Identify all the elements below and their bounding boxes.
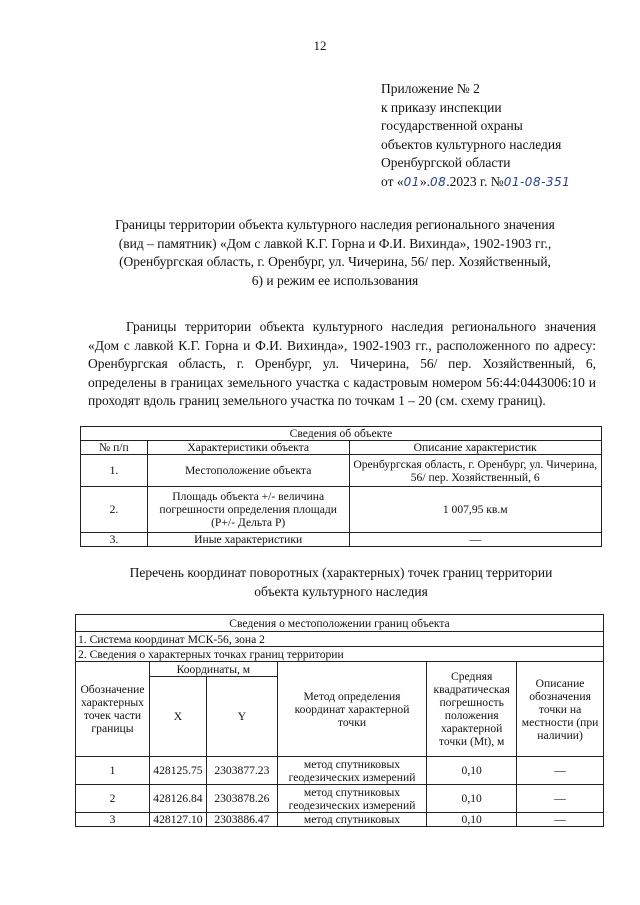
point-number: 3 bbox=[76, 813, 150, 827]
point-method: метод спутниковых геодезических измерений bbox=[277, 757, 426, 785]
row-number: 1. bbox=[81, 455, 148, 487]
appendix-date-line bbox=[381, 173, 626, 192]
body-paragraph bbox=[88, 318, 596, 411]
page-number: 12 bbox=[313, 38, 327, 53]
date-mid: ». bbox=[419, 173, 431, 189]
row-characteristic: Местоположение объекта bbox=[147, 455, 349, 487]
point-description: — bbox=[517, 757, 604, 785]
coordinates-section-title bbox=[80, 564, 602, 601]
title-line: (вид – памятник) «Дом с лавкой К.Г. Горна и Ф.И. Вихинда», 1902-1903 гг., bbox=[118, 235, 552, 251]
point-number: 2 bbox=[76, 785, 150, 813]
paragraph-text: Границы территории объекта культурного наследия регионального значения «Дом с лавкой К.Г. Горна и Ф.И. Вихинда», 1902-1903 гг., расположенного по адресу: Оренбургская область, г. Оренбург, ул. Чичерина, 56/ пер. Хозяйственный, 6, определены в границах земельного участка с кадастровым номером 56:44:0443006:10 и проходят вдоль границ земельного участка по точкам 1 – 20 (см. схему границ). bbox=[88, 319, 596, 409]
section-title-line: объекта культурного наследия bbox=[254, 583, 428, 599]
table-row bbox=[81, 533, 602, 547]
coordinates-table bbox=[75, 614, 604, 827]
header-y: Y bbox=[206, 677, 277, 757]
row-description: Оренбургская область, г. Оренбург, ул. Чичерина, 56/ пер. Хозяйственный, 6 bbox=[349, 455, 602, 487]
header-method: Метод определения координат характерной точки bbox=[277, 662, 426, 757]
table-row bbox=[81, 487, 602, 533]
point-x: 428126.84 bbox=[149, 785, 206, 813]
point-method: метод спутниковых геодезических измерений bbox=[277, 785, 426, 813]
date-suffix: .2023 г. № bbox=[446, 173, 504, 189]
date-day-handwritten: 01 bbox=[403, 174, 420, 189]
row-number: 2. bbox=[81, 487, 148, 533]
document-title bbox=[80, 216, 590, 290]
table-row bbox=[76, 813, 604, 827]
title-line: 6) и режим ее использования bbox=[251, 272, 419, 288]
point-method: метод спутниковых bbox=[277, 813, 426, 827]
appendix-line: объектов культурного наследия bbox=[381, 136, 562, 152]
header-description: Описание обозначения точки на местности (при наличии) bbox=[517, 662, 604, 757]
table-row bbox=[81, 455, 602, 487]
appendix-line: Приложение № 2 bbox=[381, 81, 480, 96]
column-header: № п/п bbox=[81, 441, 148, 455]
point-description: — bbox=[517, 785, 604, 813]
point-x: 428127.10 bbox=[149, 813, 206, 827]
row-characteristic: Иные характеристики bbox=[147, 533, 349, 547]
point-y: 2303886.47 bbox=[206, 813, 277, 827]
table-caption: Сведения о местоположении границ объекта bbox=[76, 615, 604, 632]
header-error: Средняя квадратическая погрешность положения характерной точки (Mt), м bbox=[427, 662, 517, 757]
point-description: — bbox=[517, 813, 604, 827]
header-designation: Обозначение характерных точек части границы bbox=[76, 662, 150, 757]
point-x: 428125.75 bbox=[149, 757, 206, 785]
row-description: 1 007,95 кв.м bbox=[349, 487, 602, 533]
row-characteristic: Площадь объекта +/- величина погрешности определения площади (Р+/- Дельта Р) bbox=[147, 487, 349, 533]
header-coordinates: Координаты, м bbox=[149, 662, 277, 677]
table-caption: Сведения об объекте bbox=[81, 427, 602, 441]
point-error: 0,10 bbox=[427, 785, 517, 813]
appendix-line: к приказу инспекции bbox=[381, 99, 502, 115]
point-error: 0,10 bbox=[427, 757, 517, 785]
row-number: 3. bbox=[81, 533, 148, 547]
title-line: Границы территории объекта культурного наследия регионального значения bbox=[115, 217, 555, 232]
points-info-label: 2. Сведения о характерных точках границ территории bbox=[76, 647, 604, 662]
appendix-line: государственной охраны bbox=[381, 118, 523, 134]
point-y: 2303877.23 bbox=[206, 757, 277, 785]
point-y: 2303878.26 bbox=[206, 785, 277, 813]
order-number-handwritten: 01-08-351 bbox=[503, 174, 571, 189]
title-line: (Оренбургская область, г. Оренбург, ул. Чичерина, 56/ пер. Хозяйственный, bbox=[119, 254, 551, 270]
coordinate-system: 1. Система координат МСК-56, зона 2 bbox=[76, 632, 604, 647]
row-description: — bbox=[349, 533, 602, 547]
date-prefix: от « bbox=[381, 173, 404, 189]
column-header: Описание характеристик bbox=[349, 441, 602, 455]
header-x: X bbox=[149, 677, 206, 757]
table-row bbox=[76, 757, 604, 785]
table-row bbox=[76, 785, 604, 813]
object-info-table bbox=[80, 426, 602, 547]
point-number: 1 bbox=[76, 757, 150, 785]
appendix-header bbox=[381, 80, 626, 192]
section-title-line: Перечень координат поворотных (характерных) точек границ территории bbox=[129, 565, 553, 580]
column-header: Характеристики объекта bbox=[147, 441, 349, 455]
appendix-line: Оренбургской области bbox=[381, 155, 511, 171]
point-error: 0,10 bbox=[427, 813, 517, 827]
date-month-handwritten: 08 bbox=[430, 174, 447, 189]
